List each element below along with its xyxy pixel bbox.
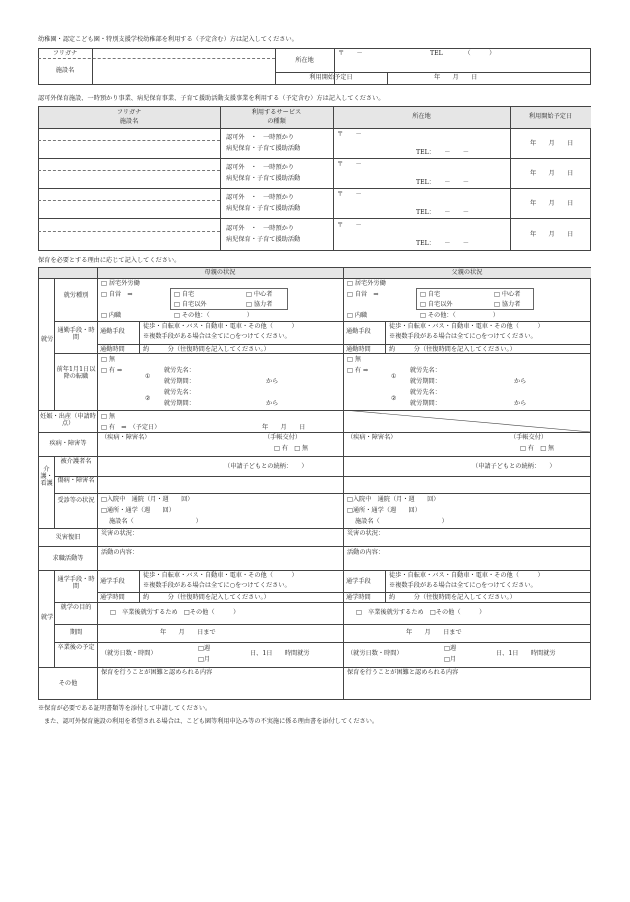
f-opt-self[interactable]: □ 自営 ⇒ xyxy=(347,291,379,298)
f-tsusho[interactable]: □通所・通学（週 回） xyxy=(347,507,421,514)
f-sotsugo-week[interactable]: □週 xyxy=(444,645,457,652)
s2-postal-row3[interactable]: 〒 － xyxy=(337,191,362,198)
service-header-1: 利用するサービス xyxy=(251,109,302,116)
service-header-2: の種類 xyxy=(267,118,286,125)
service-type-row2-line2[interactable]: 病児保育・子育て援助活動 xyxy=(226,175,301,182)
postal-code[interactable]: 〒 － xyxy=(338,50,363,57)
s2-name-header: 施設名 xyxy=(119,118,139,125)
tsukin-label: 通勤手段・時間 xyxy=(57,327,95,342)
f-tenshoku-yes[interactable]: □ 有 ⇒ xyxy=(347,367,369,374)
f-opt-outside[interactable]: □ 居宅外労働 xyxy=(347,280,386,287)
byoki-label: 疾病・障害等 xyxy=(49,440,87,447)
father-header: 父親の状況 xyxy=(451,269,483,276)
m-tsukin-line2: ※複数手段がある場合は全てに○をつけてください。 xyxy=(143,333,291,340)
footer-note-2: また、認可外保育施設の利用を希望される場合は、こども園等利用申込み等の不実施に係る理由書を添付してください。 xyxy=(44,718,379,725)
m-tsusho[interactable]: □通所・通学（週 回） xyxy=(101,507,175,514)
s2-postal-row1[interactable]: 〒 － xyxy=(337,131,362,138)
m-opt-home-out[interactable]: □ 自宅以外 xyxy=(174,301,207,308)
m-techo: （手帳交付） xyxy=(264,434,302,441)
m-relation[interactable]: （申請子どもとの続柄： ） xyxy=(224,463,308,470)
f-sotsugo-hours[interactable]: 日、1日 時間就労 xyxy=(496,650,556,657)
section3-note: 保育を必要とする理由に応じて記入してください。 xyxy=(38,257,181,264)
ninshin-label: 妊娠・出産（申請時点） xyxy=(40,413,96,428)
m-saigai[interactable]: 災害の状況： xyxy=(101,530,139,537)
f-employer2[interactable]: 就労先名： xyxy=(410,389,441,396)
m-shisetsu[interactable]: 施設名（ ） xyxy=(109,518,202,525)
m-opt-naishoku[interactable]: □ 内職 xyxy=(101,312,122,319)
start-date-label: 利用開始予定日 xyxy=(309,74,353,81)
m-sonota[interactable]: 保育を行うことが困難と認められる内容 xyxy=(101,669,213,676)
s2-tel-row1[interactable]: TEL： － － xyxy=(416,149,469,156)
f-tsugaku-line1[interactable]: 徒歩・自転車・バス・自動車・電車・その他（ ） xyxy=(389,572,544,579)
m-sotsugo-month[interactable]: □月 xyxy=(198,656,211,663)
m-kikan[interactable]: 年 月 日まで xyxy=(160,629,216,636)
tenshoku-label: 前年1月1日以降の転職 xyxy=(56,366,96,381)
m-kyushoku[interactable]: 活動の内容： xyxy=(101,549,139,556)
service-type-row1-line2[interactable]: 病児保育・子育て援助活動 xyxy=(226,145,301,152)
facility-name-label: 施設名 xyxy=(55,67,75,74)
s2-postal-row4[interactable]: 〒 － xyxy=(337,222,362,229)
m-opt-self[interactable]: □ 自営 ⇒ xyxy=(101,291,133,298)
f-tsugaku-time[interactable]: 約 分（往復時間を記入してください。） xyxy=(389,594,516,601)
service-type-row3-line2[interactable]: 病児保育・子育て援助活動 xyxy=(226,205,301,212)
m-ninshin-date[interactable]: 年 月 日 xyxy=(262,424,306,431)
f-tsukin-shudan-label: 通勤手段 xyxy=(346,328,371,335)
m-kara1: から xyxy=(266,378,279,385)
m-opt-home[interactable]: □ 自宅 xyxy=(174,291,195,298)
s2-tel-row3[interactable]: TEL： － － xyxy=(416,209,469,216)
f-opt-home-out[interactable]: □ 自宅以外 xyxy=(420,301,453,308)
tsugaku-label: 通学手段・時間 xyxy=(57,576,95,591)
f-techo-opt[interactable]: □ 有 □ 無 xyxy=(520,445,555,452)
f-tsukin-line2: ※複数手段がある場合は全てに○をつけてください。 xyxy=(389,333,537,340)
kyushoku-label: 求職活動等 xyxy=(52,555,84,562)
m-circle2: ② xyxy=(145,395,151,402)
f-tsugaku-line2: ※複数手段がある場合は全てに○をつけてください。 xyxy=(389,582,537,589)
m-tsugaku-line1[interactable]: 徒歩・自転車・バス・自動車・電車・その他（ ） xyxy=(143,572,298,579)
m-tsugaku-time[interactable]: 約 分（往復時間を記入してください。） xyxy=(143,594,270,601)
f-opt-home[interactable]: □ 自宅 xyxy=(420,291,441,298)
s2-date-row2[interactable]: 年 月 日 xyxy=(530,170,574,177)
f-period1[interactable]: 就労期間： xyxy=(410,378,441,385)
m-byoki-name[interactable]: （疾病・障害名） xyxy=(101,434,151,441)
f-tsukin-time[interactable]: 約 分（往復時間を記入してください。） xyxy=(389,346,516,353)
m-nyuin[interactable]: □入院中 通院（月・週 回） xyxy=(101,496,194,503)
sotsugo-label: 卒業後の予定 xyxy=(57,644,95,651)
m-period2[interactable]: 就労期間： xyxy=(164,400,195,407)
m-kara2: から xyxy=(266,400,279,407)
m-tsukin-jikan-label: 通勤時間 xyxy=(100,346,125,353)
m-employer1[interactable]: 就労先名： xyxy=(164,367,195,374)
m-techo-opt[interactable]: □ 有 □ 無 xyxy=(274,445,309,452)
m-opt-outside[interactable]: □ 居宅外労働 xyxy=(101,280,140,287)
service-type-row1-line1[interactable]: 認可外 ・ 一時預かり xyxy=(226,134,295,141)
m-tenshoku-yes[interactable]: □ 有 ⇒ xyxy=(101,367,123,374)
m-sotsugo-week[interactable]: □週 xyxy=(198,645,211,652)
service-type-row2-line1[interactable]: 認可外 ・ 一時預かり xyxy=(226,164,295,171)
m-tsugaku-line2: ※複数手段がある場合は全てに○をつけてください。 xyxy=(143,582,291,589)
f-techo: （手帳交付） xyxy=(510,434,548,441)
f-opt-helper[interactable]: □ 協力者 xyxy=(494,301,521,308)
m-sotsugo-hours[interactable]: 日、1日 時間就労 xyxy=(250,650,310,657)
m-ninshin-none[interactable]: □ 無 xyxy=(101,413,116,420)
m-tsukin-line1[interactable]: 徒歩・自転車・バス・自動車・電車・その他（ ） xyxy=(143,323,298,330)
f-opt-other[interactable]: □ その他：（ ） xyxy=(420,312,499,319)
m-opt-other[interactable]: □ その他：（ ） xyxy=(174,312,253,319)
service-type-row4-line1[interactable]: 認可外 ・ 一時預かり xyxy=(226,225,295,232)
m-opt-helper[interactable]: □ 協力者 xyxy=(246,301,273,308)
f-employer1[interactable]: 就労先名： xyxy=(410,367,441,374)
shuro-label: 就労 xyxy=(41,336,54,343)
furigana-label: フリガナ xyxy=(52,50,78,57)
s2-tel-row4[interactable]: TEL： － － xyxy=(416,240,469,247)
m-tsukin-time[interactable]: 約 分（往復時間を記入してください。） xyxy=(143,346,270,353)
f-tsugaku-jikan-label: 通学時間 xyxy=(346,594,371,601)
f-sotsugo-days: （就労日数・時間） xyxy=(347,650,403,657)
m-opt-center[interactable]: □ 中心者 xyxy=(246,291,273,298)
f-tenshoku-none[interactable]: □ 無 xyxy=(347,356,362,363)
s2-tel-row2[interactable]: TEL： － － xyxy=(416,179,469,186)
mother-header: 母親の状況 xyxy=(204,269,236,276)
f-relation[interactable]: （申請子どもとの続柄： ） xyxy=(472,463,556,470)
shuro-shubetsu-label: 就労種別 xyxy=(63,292,89,299)
f-tsukin-line1[interactable]: 徒歩・自転車・バス・自動車・電車・その他（ ） xyxy=(389,323,544,330)
footer-note-1: ※保育が必要である証明書類等を添付して申請してください。 xyxy=(38,705,212,712)
tel-field[interactable]: TEL （ ） xyxy=(430,50,496,57)
s2-date-row3[interactable]: 年 月 日 xyxy=(530,200,574,207)
f-kyushoku[interactable]: 活動の内容： xyxy=(347,549,385,556)
s2-location-header: 所在地 xyxy=(412,113,431,120)
s2-date-row4[interactable]: 年 月 日 xyxy=(530,231,574,238)
s2-postal-row2[interactable]: 〒 － xyxy=(337,161,362,168)
s2-furigana-header: フリガナ xyxy=(116,109,142,116)
s2-start-header: 利用開始予定日 xyxy=(528,113,573,120)
f-sotsugo-month[interactable]: □月 xyxy=(444,656,457,663)
m-tsugaku-jikan-label: 通学時間 xyxy=(100,594,125,601)
hikaigo-label: 被介護者名 xyxy=(60,458,92,465)
mokuteki-label: 就学の目的 xyxy=(60,604,92,611)
m-tenshoku-none[interactable]: □ 無 xyxy=(101,356,116,363)
father-ninshin-diagonal xyxy=(343,410,591,432)
service-type-row4-line2[interactable]: 病児保育・子育て援助活動 xyxy=(226,236,301,243)
m-circle1: ① xyxy=(145,373,151,380)
f-opt-center[interactable]: □ 中心者 xyxy=(494,291,521,298)
f-tsukin-jikan-label: 通勤時間 xyxy=(346,346,371,353)
section1-note: 幼稚園・認定こども園・特別支援学校幼稚部を利用する（予定含む）方は記入してください。 xyxy=(38,36,298,43)
f-kara2: から xyxy=(514,400,527,407)
shobyo-label: 傷病・障害名 xyxy=(57,477,95,484)
m-employer2[interactable]: 就労先名： xyxy=(164,389,195,396)
f-saigai[interactable]: 災害の状況： xyxy=(347,530,385,537)
f-nyuin[interactable]: □入院中 通院（月・週 回） xyxy=(347,496,440,503)
sonota-label: その他 xyxy=(58,680,78,687)
f-shisetsu[interactable]: 施設名（ ） xyxy=(355,518,448,525)
jushin-label: 受診等の状況 xyxy=(57,497,95,504)
service-type-row3-line1[interactable]: 認可外 ・ 一時預かり xyxy=(226,194,295,201)
start-date-field[interactable]: 年 月 日 xyxy=(434,74,478,81)
section2-note: 認可外保育施設、一時預かり事業、病児保育事業、子育て援助活動支援事業を利用する（予定含む）方は記入してください。 xyxy=(38,95,385,102)
f-circle1: ① xyxy=(391,373,397,380)
m-period1[interactable]: 就労期間： xyxy=(164,378,195,385)
f-sonota[interactable]: 保育を行うことが困難と認められる内容 xyxy=(347,669,459,676)
f-tsugaku-shudan-label: 通学手段 xyxy=(346,578,371,585)
f-kikan[interactable]: 年 月 日まで xyxy=(406,629,462,636)
m-tsugaku-shudan-label: 通学手段 xyxy=(100,578,125,585)
f-period2[interactable]: 就労期間： xyxy=(410,400,441,407)
saigai-label: 災害復旧 xyxy=(55,534,81,541)
m-mokuteki[interactable]: □ 卒業後就労するため □その他（ ） xyxy=(110,609,240,616)
facility-name-field[interactable] xyxy=(96,61,272,81)
kaigo-label: 介護・看護 xyxy=(40,466,53,488)
shugaku-label: 就学 xyxy=(41,614,54,621)
f-opt-naishoku[interactable]: □ 内職 xyxy=(347,312,368,319)
f-mokuteki[interactable]: □ 卒業後就労するため □その他（ ） xyxy=(356,609,486,616)
f-circle2: ② xyxy=(391,395,397,402)
f-kara1: から xyxy=(514,378,527,385)
m-ninshin-yes[interactable]: □ 有 ⇒ （予定日） xyxy=(101,424,161,431)
location-label: 所在地 xyxy=(295,57,314,64)
m-sotsugo-days: （就労日数・時間） xyxy=(101,650,157,657)
s2-date-row1[interactable]: 年 月 日 xyxy=(530,140,574,147)
f-byoki-name[interactable]: （疾病・障害名） xyxy=(347,434,397,441)
m-tsukin-shudan-label: 通勤手段 xyxy=(100,328,125,335)
kikan-label: 期間 xyxy=(69,629,83,636)
